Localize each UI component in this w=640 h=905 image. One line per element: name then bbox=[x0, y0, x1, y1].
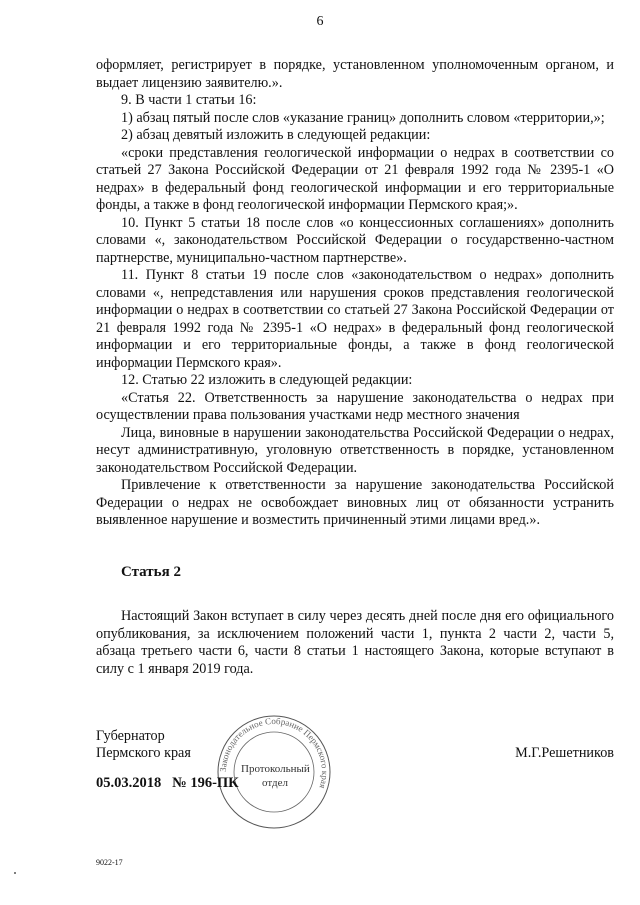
paragraph: «Статья 22. Ответственность за нарушение законодательства о недрах при осуществлении права пользования участками недр местного значения bbox=[96, 389, 614, 423]
article-2-heading: Статья 2 bbox=[121, 563, 181, 580]
paragraph: 2) абзац девятый изложить в следующей редакции: bbox=[121, 127, 431, 143]
paragraph: 1) абзац пятый после слов «указание границ» дополнить словом «территории,»; bbox=[121, 109, 605, 126]
footer-code: 9022-17 bbox=[96, 858, 123, 867]
governor-title-line2: Пермского края bbox=[96, 745, 191, 761]
document-body bbox=[96, 57, 614, 678]
paragraph: «сроки представления геологической информации о недрах в соответствии со статьей 27 Закона Российской Федерации от 21 февраля 1992 года № 2395-1 «О недрах» в федеральный фонд геологической информации и его территориальные фонды, а также в фонд геологической информации Пермского края;». bbox=[96, 144, 614, 213]
scan-speck bbox=[14, 872, 16, 874]
paragraph: оформляет, регистрирует в порядке, установленном уполномоченным органом, и выдает лицензию заявителю.». bbox=[96, 57, 614, 91]
paragraph: 9. В части 1 статьи 16: bbox=[121, 92, 257, 108]
stamp-inner-line1: Протокольный bbox=[241, 763, 310, 775]
stamp-ring-text: Законодательное Собрание Пермского края bbox=[217, 715, 331, 790]
governor-name: М.Г.Решетников bbox=[515, 745, 614, 761]
stamp-inner-line2: отдел bbox=[262, 777, 288, 789]
page-number: 6 bbox=[316, 14, 324, 29]
governor-title bbox=[96, 728, 191, 762]
governor-title-line1: Губернатор bbox=[96, 728, 165, 744]
paragraph: Привлечение к ответственности за нарушение законодательства Российской Федерации о недрах не освобождает виновных лиц от обязанности устранить выявленное нарушение и возместить причиненный этими лицами вред.». bbox=[96, 477, 614, 528]
date-and-number: 05.03.2018 № 196-ПК bbox=[96, 775, 239, 791]
paragraph: Лица, виновные в нарушении законодательства Российской Федерации о недрах, несут административную, уголовную ответственность в порядке, установленном законодательством Российской Федерации. bbox=[96, 424, 614, 476]
paragraph: 12. Статью 22 изложить в следующей редакции: bbox=[121, 372, 413, 388]
article-2-text: Настоящий Закон вступает в силу через десять дней после дня его официального опубликования, за исключением положений части 1, пункта 2 части 2, части 5, абзаца третьего части 6, части 8 статьи 1 настоящего Закона, которые вступают в силу с 1 января 2019 года. bbox=[96, 608, 614, 677]
paragraph: 11. Пункт 8 статьи 19 после слов «законодательством о недрах» дополнить словами «, непредставления или нарушения сроков представления геологической информации о недрах в соответствии со статьей 27 Закона Российской Федерации от 21 февраля 1992 года № 2395-1 «О недрах» в федеральный фонд геологической информации и его территориальные фонды, а также в фонд геологической информации Пермского края». bbox=[96, 267, 614, 371]
paragraph: 10. Пункт 5 статьи 18 после слов «о концессионных соглашениях» дополнить словами «, законодательством Российской Федерации о государственно-частном партнерстве, муниципально-частном партнерстве». bbox=[96, 214, 614, 266]
